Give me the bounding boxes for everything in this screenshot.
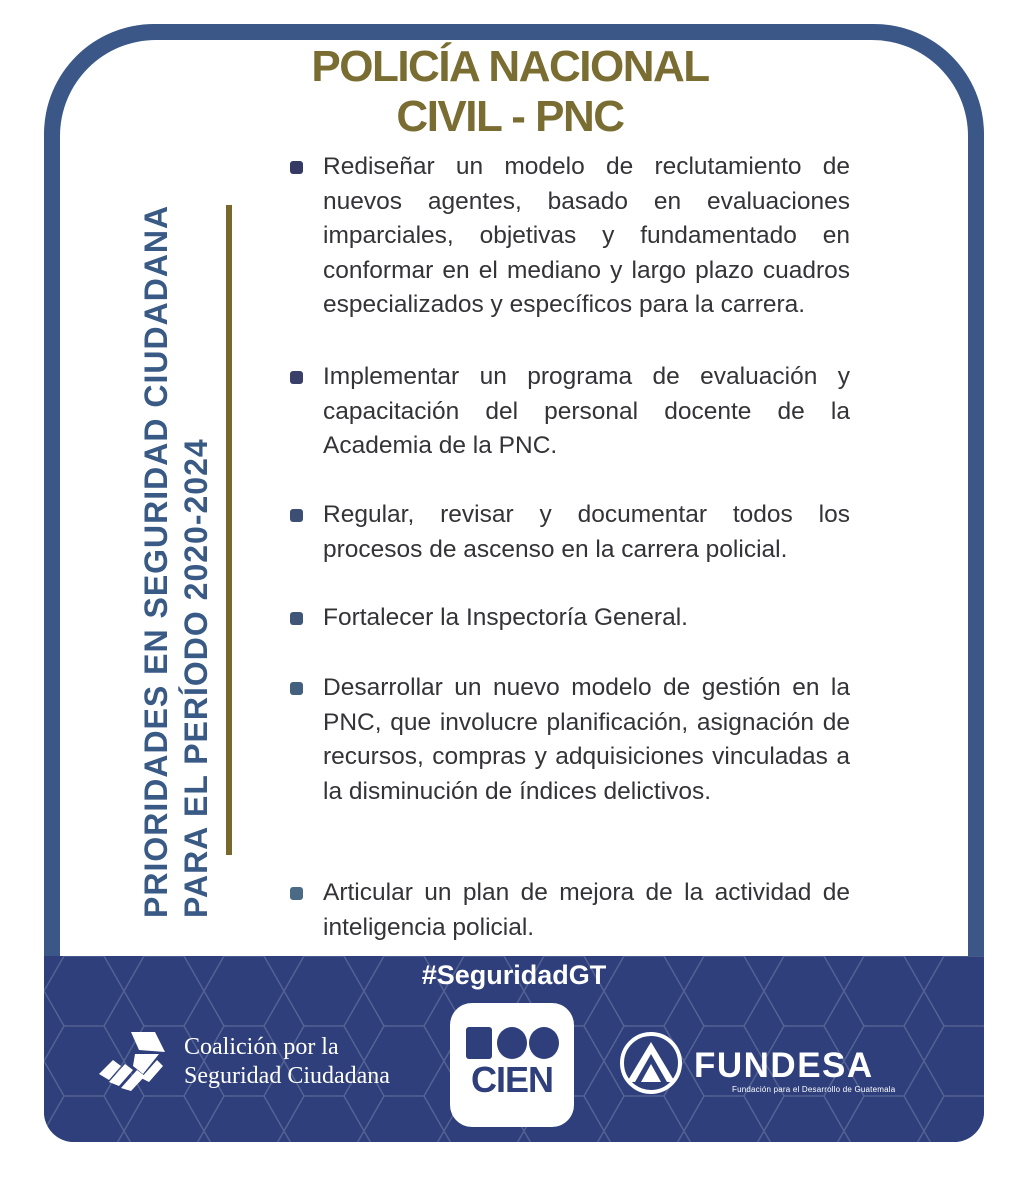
coalicion-logo-text [184, 1033, 390, 1091]
vertical-heading [136, 138, 216, 918]
vertical-heading-line-2: PARA EL PERÍODO 2020-2024 [178, 438, 214, 918]
priority-item [290, 360, 850, 464]
title-line-1: POLICÍA NACIONAL [311, 42, 709, 91]
priority-item [290, 876, 850, 945]
bullet-icon [290, 371, 303, 384]
bullet-icon [290, 682, 303, 695]
vertical-divider [226, 205, 232, 855]
bullet-icon [290, 509, 303, 522]
fundesa-subtitle: Fundación para el Desarrollo de Guatemala [732, 1085, 896, 1094]
priority-item [290, 601, 850, 636]
bullet-icon [290, 161, 303, 174]
priority-item [290, 150, 850, 323]
bullet-icon [290, 887, 303, 900]
coalicion-line-1: Coalición por la [184, 1034, 339, 1060]
priority-item [290, 671, 850, 809]
priority-text: Regular, revisar y documentar todos los procesos de ascenso en la carrera policial. [323, 501, 850, 563]
helping-hands-icon [95, 1030, 167, 1092]
cien-label: CIEN [470, 1059, 553, 1100]
fundesa-mountain-icon [617, 1032, 685, 1094]
priority-text: Rediseñar un modelo de reclutamiento de nuevos agentes, basado en evaluaciones imparciales, objetivas y fundamentado en conformar en el mediano y largo plazo cuadros especializados y específicos para la carrera. [323, 153, 850, 318]
cien-logo-icon [464, 1023, 560, 1063]
priority-text: Implementar un programa de evaluación y capacitación del personal docente de la Academia de la PNC. [323, 363, 850, 459]
priority-text: Fortalecer la Inspectoría General. [323, 604, 688, 631]
bullet-icon [290, 612, 303, 625]
fundesa-name: FUNDESA [694, 1046, 874, 1085]
hashtag-label: #SeguridadGT [421, 960, 607, 990]
vertical-heading-line-1: PRIORIDADES EN SEGURIDAD CIUDADANA [138, 204, 174, 918]
priority-text: Desarrollar un nuevo modelo de gestión en la PNC, que involucre planificación, asignación de recursos, compras y adquisiciones vinculadas a la disminución de índices delictivos. [323, 674, 850, 805]
cien-logo [450, 1003, 574, 1127]
title-line-2: CIVIL - PNC [396, 92, 624, 141]
page-title [230, 42, 790, 142]
priority-item [290, 498, 850, 567]
coalicion-line-2: Seguridad Ciudadana [184, 1063, 390, 1089]
priority-text: Articular un plan de mejora de la actividad de inteligencia policial. [323, 879, 850, 941]
